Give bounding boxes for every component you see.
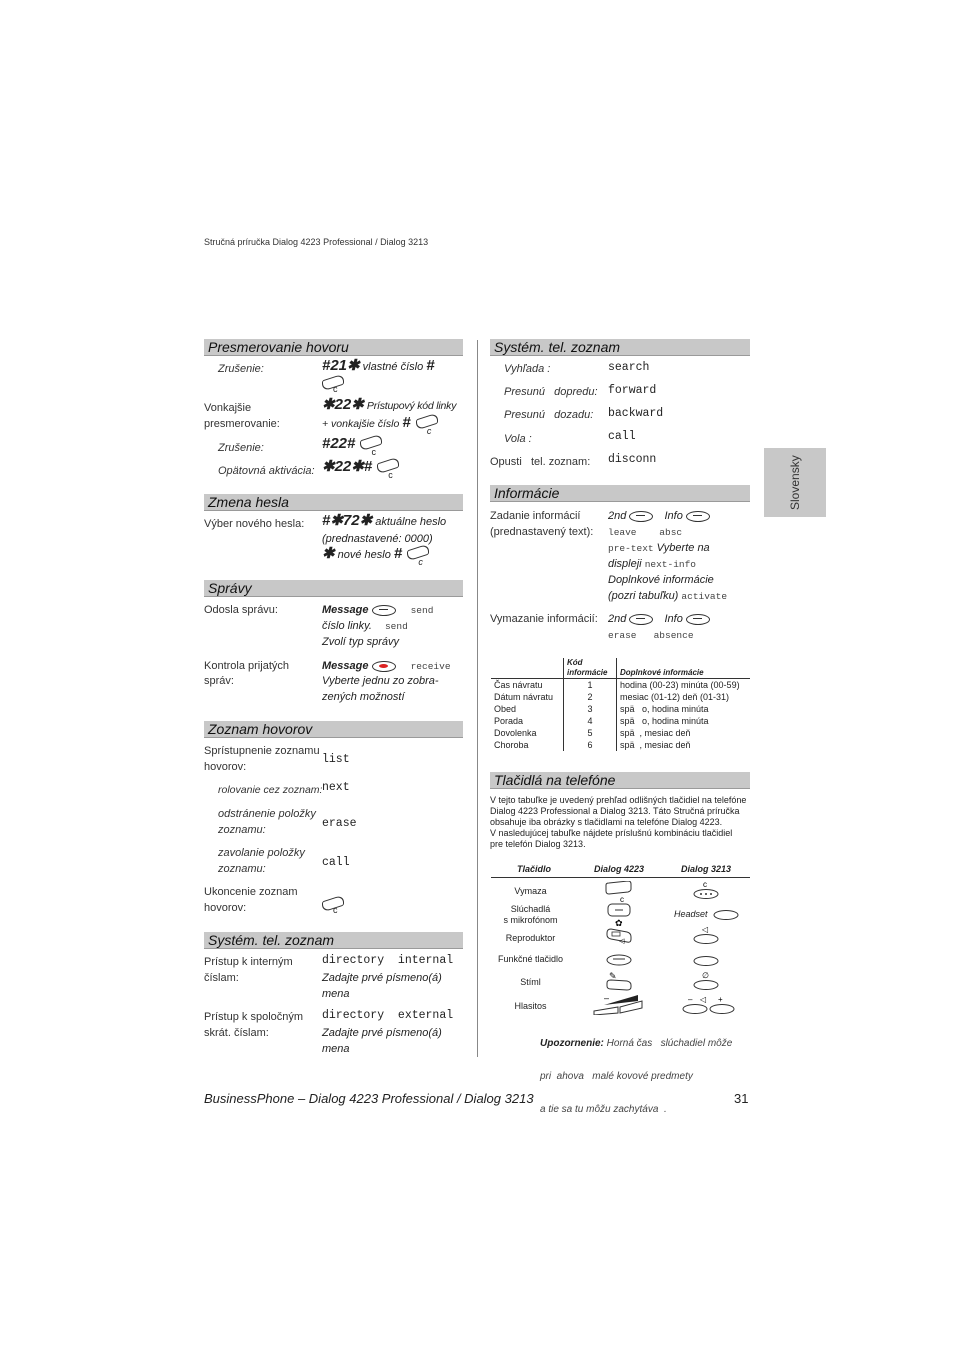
kontrola-line2: Vyberte jednu zo zobra- xyxy=(322,675,439,687)
table-cell: spä o, hodina minúta xyxy=(620,704,709,714)
headset-key-icon xyxy=(713,908,741,922)
message-key-label: Message xyxy=(322,604,369,616)
info-code-table xyxy=(491,658,750,751)
kontrola-line3: zených možností xyxy=(322,691,405,703)
vymazanie-line1 xyxy=(608,611,710,627)
note-text: pri ahova malé kovové predmety xyxy=(540,1071,693,1082)
label-pristup-interny-1: Prístup k interným xyxy=(204,956,293,968)
key-text: Vyberte na xyxy=(656,542,710,554)
key-sequence: ✱22✱ xyxy=(322,396,364,413)
display-text: activate xyxy=(681,591,728,602)
btn-label-vymaza: Vymaza xyxy=(514,886,547,896)
label-odosla: Odosla správu: xyxy=(204,604,278,616)
display-search: search xyxy=(608,361,650,374)
table-header: Kód informácie xyxy=(564,658,617,679)
clear-key-icon: c xyxy=(358,436,384,454)
label-odstranenie-1: odstránenie položky xyxy=(218,808,316,820)
odosla-line2 xyxy=(322,618,408,635)
key-2nd-label: 2nd xyxy=(608,510,627,522)
page-number: 31 xyxy=(734,1091,749,1106)
note-text: a tie sa tu môžu zachytáva . xyxy=(540,1104,667,1115)
display-backward: backward xyxy=(608,407,664,420)
note-label: Upozornenie: xyxy=(540,1038,604,1049)
function-key-icon xyxy=(692,954,722,968)
label-ukoncenie-2: hovorov: xyxy=(204,902,247,914)
display-erase-absence: erase absence xyxy=(608,630,694,641)
mute-key-icon xyxy=(605,970,635,992)
intro-line: V tejto tabuľke je uvedený prehľad odlišných tlačidiel na telefóne xyxy=(490,795,747,805)
softkey-icon xyxy=(629,511,653,522)
col-header-3213: Dialog 3213 xyxy=(681,864,732,874)
table-header: Doplnkové informácie xyxy=(617,658,751,679)
softkey-icon xyxy=(629,614,653,625)
info-line3 xyxy=(608,540,710,557)
svg-text:+: + xyxy=(718,995,723,1004)
label-vonkajsie-1: Vonkajšie xyxy=(204,402,252,414)
message-key-label: Message xyxy=(322,660,369,672)
table-header-row xyxy=(491,658,750,679)
svg-text:◁: ◁ xyxy=(702,925,709,934)
svg-text:◁: ◁ xyxy=(700,995,707,1004)
key-text: displeji xyxy=(608,558,642,570)
key-sequence: ✱22✱# xyxy=(322,458,373,475)
svg-text:c: c xyxy=(703,880,707,889)
section-zoznam-hovorov: Zoznam hovorov xyxy=(204,721,463,738)
vonkajsie-keys xyxy=(322,397,456,414)
language-tab-label: Slovensky xyxy=(788,455,802,510)
clear-key-icon: c xyxy=(320,897,346,915)
aktivacia-keys xyxy=(322,458,401,481)
table-cell: spä , mesiac deň xyxy=(620,728,691,738)
function-key-icon xyxy=(605,954,635,968)
display-call: call xyxy=(322,856,350,869)
label-dopredu: Presunú dopredu: xyxy=(504,386,598,398)
key-text: vlastné číslo xyxy=(362,361,424,373)
key-2nd-label: 2nd xyxy=(608,613,627,625)
info-line4 xyxy=(608,556,696,573)
message-lamp-icon xyxy=(372,661,396,672)
table-cell: Dovolenka xyxy=(494,728,537,738)
label-spristupnenie-2: hovorov: xyxy=(204,761,247,773)
intro-line: pre telefón Dialog 3213. xyxy=(490,839,586,849)
label-dozadu: Presunú dozadu: xyxy=(504,409,594,421)
zrusenie2-keys xyxy=(322,435,384,458)
col-header-4223: Dialog 4223 xyxy=(594,864,645,874)
volume-key-icon xyxy=(680,994,738,1016)
heslo-line2: (prednastavené: 0000) xyxy=(322,533,433,545)
table-row xyxy=(491,703,750,715)
label-zrusenie: Zrušenie: xyxy=(218,363,264,375)
label-vyber-hesla: Výber nového hesla: xyxy=(204,518,305,530)
display-forward: forward xyxy=(608,384,657,397)
display-directory-internal: directory internal xyxy=(322,954,454,967)
info-line6 xyxy=(608,588,727,605)
btn-label-hlasitos: Hlasitos xyxy=(514,1001,547,1011)
heslo-line1 xyxy=(322,513,446,530)
clear-key-icon: c xyxy=(414,415,440,433)
note-text: Horná čas slúchadiel môže xyxy=(606,1038,733,1049)
table-cell: Obed xyxy=(494,704,517,714)
softkey-icon xyxy=(372,605,396,616)
speaker-key-icon xyxy=(605,927,635,945)
section-tlacidla: Tlačidlá na telefóne xyxy=(490,772,750,789)
label-zavolanie-1: zavolanie položky xyxy=(218,847,305,859)
key-text: Prístupový kód linky xyxy=(366,400,457,412)
key-sequence: #✱72✱ xyxy=(322,512,373,529)
speaker-key-icon xyxy=(692,924,722,946)
label-kontrola-1: Kontrola prijatých xyxy=(204,660,289,672)
svg-text:c: c xyxy=(620,895,624,903)
key-text: číslo linky. xyxy=(322,620,372,632)
mute-key-icon xyxy=(692,970,722,992)
label-odstranenie-2: zoznamu: xyxy=(218,824,266,836)
hash-key: # xyxy=(402,414,411,431)
table-row xyxy=(491,715,750,727)
key-text: nové heslo xyxy=(337,549,391,561)
table-cell: Choroba xyxy=(494,740,529,750)
svg-text:✎: ✎ xyxy=(609,972,617,982)
label-kontrola-2: správ: xyxy=(204,675,234,687)
section-system-zoznam-left: Systém. tel. zoznam xyxy=(204,932,463,949)
clear-key-icon: c xyxy=(320,376,346,394)
star-key: ✱ xyxy=(322,545,335,562)
info-line5: Doplnkové informácie xyxy=(608,574,714,586)
zrusenie-keys xyxy=(322,358,435,375)
label-pristup-spolocny-1: Prístup k spoločným xyxy=(204,1011,304,1023)
table-cell: 3 xyxy=(564,703,617,715)
display-text: next-info xyxy=(644,559,697,570)
svg-text:–: – xyxy=(688,995,693,1004)
section-presmerovanie: Presmerovanie hovoru xyxy=(204,339,463,356)
table-cell: 6 xyxy=(564,739,617,751)
table-rule xyxy=(491,877,750,878)
intro-line: Dialog 4223 Professional a Dialog 3213. Táto Stručná príručka xyxy=(490,806,740,816)
table-cell: Čas návratu xyxy=(494,680,543,690)
label-aktivacia: Opätovná aktivácia: xyxy=(218,465,315,477)
key-text: aktuálne heslo xyxy=(375,516,447,528)
clear-key-icon: c xyxy=(375,459,401,477)
label-vymazanie: Vymazanie informácií: xyxy=(490,613,598,625)
table-cell: spä , mesiac deň xyxy=(620,740,691,750)
intro-line: V nasledujúcej tabuľke nájdete príslušnú kombináciu tlačidiel xyxy=(490,828,733,838)
tlacidla-intro xyxy=(490,795,752,850)
label-pristup-interny-2: číslam: xyxy=(204,972,239,984)
section-informacie: Informácie xyxy=(490,485,750,502)
table-header xyxy=(491,658,564,679)
display-next: next xyxy=(322,781,350,794)
pristup-spolocny-text-1: Zadajte prvé písmeno(á) xyxy=(322,1027,442,1039)
table-row xyxy=(491,727,750,739)
btn-label-sluchadla: Slúchadlá xyxy=(510,904,551,914)
display-text: receive xyxy=(410,661,451,672)
clear-key-icon xyxy=(604,881,634,903)
btn-label-reproduktor: Reproduktor xyxy=(505,933,556,943)
odosla-line1 xyxy=(322,602,433,619)
clear-key-icon xyxy=(692,880,722,900)
svg-text:–: – xyxy=(604,993,610,1003)
column-divider xyxy=(477,340,478,1057)
table-cell: Dátum návratu xyxy=(494,692,554,702)
display-call-right: call xyxy=(608,430,636,443)
odosla-line3: Zvolí typ správy xyxy=(322,636,400,648)
table-cell: 1 xyxy=(564,679,617,692)
btn-label-stiml: Stíml xyxy=(520,977,541,987)
table-row xyxy=(491,679,750,692)
btn-label-mikrofon: s mikrofónom xyxy=(503,915,558,925)
label-rolovanie: rolovanie cez zoznam: xyxy=(218,784,323,796)
section-spravy: Správy xyxy=(204,580,463,597)
display-erase: erase xyxy=(322,817,357,830)
label-vonkajsie-2: presmerovanie: xyxy=(204,418,280,430)
section-system-zoznam-right: Systém. tel. zoznam xyxy=(490,339,750,356)
pristup-spolocny-text-2: mena xyxy=(322,1043,350,1055)
headset-label: Headset xyxy=(674,909,708,919)
key-sequence: #22# xyxy=(322,435,356,452)
running-header: Stručná príručka Dialog 4223 Professional / Dialog 3213 xyxy=(204,237,429,247)
svg-text:✿: ✿ xyxy=(615,919,623,927)
col-header-tlacidlo: Tlačidlo xyxy=(517,864,552,874)
table-cell: 5 xyxy=(564,727,617,739)
display-leave-absc: leave absc xyxy=(608,527,683,538)
key-info-label: Info xyxy=(664,613,683,625)
info-line1 xyxy=(608,508,710,524)
table-cell: hodina (00-23) minúta (00-59) xyxy=(620,680,740,690)
btn-label-funkcne: Funkčné tlačidlo xyxy=(497,954,564,964)
softkey-icon xyxy=(686,614,710,625)
vonkajsie-line2 xyxy=(322,414,440,437)
key-text: (pozri tabuľku) xyxy=(608,590,679,602)
section-zmena-hesla: Zmena hesla xyxy=(204,494,463,511)
volume-key-icon xyxy=(592,993,646,1015)
table-cell: spä o, hodina minúta xyxy=(620,716,709,726)
key-text: + vonkajšie číslo xyxy=(322,418,400,430)
headset-key-icon xyxy=(605,903,635,927)
label-zavolanie-2: zoznamu: xyxy=(218,863,266,875)
label-ukoncenie-1: Ukoncenie zoznam xyxy=(204,886,298,898)
label-opustit: Opusti tel. zoznam: xyxy=(490,456,591,468)
table-cell: mesiac (01-12) deň (01-31) xyxy=(620,692,730,702)
label-zadanie-2: (prednastavený text): xyxy=(490,526,594,538)
footer-title: BusinessPhone – Dialog 4223 Professional / Dialog 3213 xyxy=(204,1091,534,1106)
softkey-icon xyxy=(686,511,710,522)
display-text: send xyxy=(384,621,408,632)
key-info-label: Info xyxy=(664,510,683,522)
label-spristupnenie-1: Sprístupnenie zoznamu xyxy=(204,745,320,757)
svg-text:◁: ◁ xyxy=(619,937,625,945)
table-row xyxy=(491,691,750,703)
table-row xyxy=(491,739,750,751)
heslo-line3 xyxy=(322,545,431,568)
display-disconn: disconn xyxy=(608,453,657,466)
table-cell: 4 xyxy=(564,715,617,727)
pristup-interny-text-1: Zadajte prvé písmeno(á) xyxy=(322,972,442,984)
display-list: list xyxy=(322,753,350,766)
label-pristup-spolocny-2: skrát. číslam: xyxy=(204,1027,269,1039)
intro-line: obsahuje iba obrázky s tlačidlami na telefóne Dialog 4223. xyxy=(490,817,723,827)
key-sequence: #21✱ xyxy=(322,357,360,374)
language-tab xyxy=(764,448,826,517)
hash-key: # xyxy=(426,357,435,374)
label-volat: Vola : xyxy=(504,433,532,445)
hash-key: # xyxy=(393,545,403,562)
display-text: pre-text xyxy=(608,543,654,554)
note xyxy=(540,1016,732,1126)
table-cell: 2 xyxy=(564,691,617,703)
label-vyhladat: Vyhľada : xyxy=(504,363,551,375)
svg-text:∅: ∅ xyxy=(702,971,709,980)
clear-key-icon: c xyxy=(405,546,431,564)
table-cell: Porada xyxy=(494,716,524,726)
pristup-interny-text-2: mena xyxy=(322,988,350,1000)
display-text: send xyxy=(410,605,434,616)
label-zadanie-1: Zadanie informácií xyxy=(490,510,581,522)
display-directory-external: directory external xyxy=(322,1009,454,1022)
label-zrusenie-2: Zrušenie: xyxy=(218,442,264,454)
